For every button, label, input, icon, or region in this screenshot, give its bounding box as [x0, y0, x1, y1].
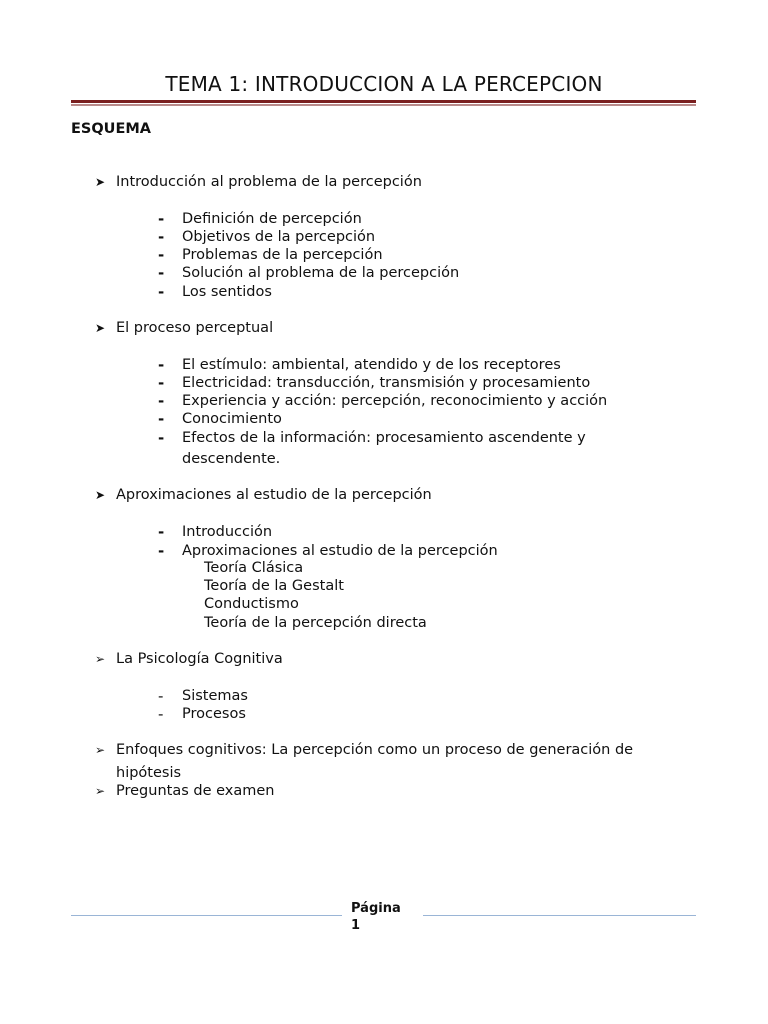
section-label: Preguntas de examen	[116, 783, 275, 799]
document-title: TEMA 1: INTRODUCCION A LA PERCEPCION	[165, 72, 603, 96]
arrow-bullet-icon: ➤	[95, 488, 106, 502]
outline-arrow-bullet-icon: ➢	[95, 652, 106, 666]
sub-list-item: Teoría de la Gestalt	[204, 578, 344, 594]
list-item: Definición de percepción	[182, 211, 362, 227]
section-label: El proceso perceptual	[116, 320, 274, 336]
list-item: Conocimiento	[182, 411, 282, 427]
dash-bullet: -	[158, 210, 165, 228]
sub-list-item: Teoría de la percepción directa	[204, 615, 427, 631]
footer-rule-left	[71, 915, 342, 916]
list-item: Introducción	[182, 524, 273, 540]
dash-bullet: -	[158, 392, 165, 410]
list-item: El estímulo: ambiental, atendido y de los receptores	[182, 357, 561, 373]
list-item: Solución al problema de la percepción	[182, 265, 460, 281]
list-item: Experiencia y acción: percepción, reconocimiento y acción	[182, 393, 608, 409]
title-rule-shadow	[71, 104, 696, 106]
dash-bullet: -	[158, 429, 165, 447]
footer-rule-right	[423, 915, 696, 916]
list-item: Problemas de la percepción	[182, 247, 383, 263]
list-item: Objetivos de la percepción	[182, 229, 376, 245]
section-label: Introducción al problema de la percepción	[116, 174, 422, 190]
dash-bullet: -	[158, 356, 165, 374]
dash-bullet: -	[158, 228, 165, 246]
outline-arrow-bullet-icon: ➢	[95, 743, 106, 757]
section-label-continuation: hipótesis	[116, 765, 182, 781]
dash-bullet: -	[158, 523, 165, 541]
list-item: Electricidad: transducción, transmisión y procesamiento	[182, 375, 591, 391]
outline-arrow-bullet-icon: ➢	[95, 784, 106, 798]
page-footer	[351, 900, 401, 934]
arrow-bullet-icon: ➤	[95, 321, 106, 335]
title-rule	[71, 100, 696, 103]
arrow-bullet-icon: ➤	[95, 175, 106, 189]
esquema-heading: ESQUEMA	[71, 121, 152, 137]
dash-bullet: -	[158, 246, 165, 264]
dash-bullet: -	[158, 374, 165, 392]
list-item: Procesos	[182, 706, 246, 722]
dash-bullet: -	[158, 705, 164, 723]
list-item: Efectos de la información: procesamiento ascendente y	[182, 430, 586, 446]
list-item: Los sentidos	[182, 284, 272, 300]
section-label: Enfoques cognitivos: La percepción como un proceso de generación de	[116, 742, 634, 758]
page-number: 1	[351, 918, 361, 933]
dash-bullet: -	[158, 542, 165, 560]
page-word: Página	[351, 901, 401, 916]
list-item: Aproximaciones al estudio de la percepción	[182, 543, 498, 559]
section-label: Aproximaciones al estudio de la percepción	[116, 487, 432, 503]
sub-list-item: Conductismo	[204, 596, 299, 612]
dash-bullet: -	[158, 687, 164, 705]
section-label: La Psicología Cognitiva	[116, 651, 283, 667]
list-item-continuation: descendente.	[182, 451, 281, 467]
dash-bullet: -	[158, 264, 165, 282]
sub-list-item: Teoría Clásica	[204, 560, 304, 576]
dash-bullet: -	[158, 283, 165, 301]
list-item: Sistemas	[182, 688, 248, 704]
dash-bullet: -	[158, 410, 165, 428]
